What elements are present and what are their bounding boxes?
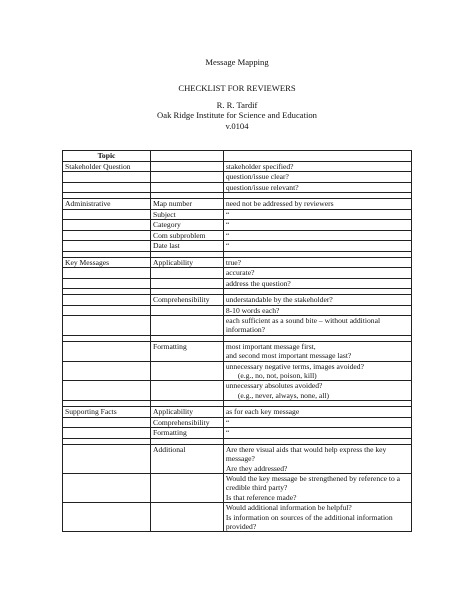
subtopic-cell [151, 417, 224, 428]
cell-text: need not be addressed by reviewers [225, 199, 334, 208]
criteria-cell [223, 199, 411, 210]
cell-text: Are there visual aids that would help express the key message? Are they addressed? [225, 444, 387, 473]
table-row [63, 361, 412, 381]
criteria-cell [223, 241, 411, 252]
table-row [63, 268, 412, 279]
table-row [63, 278, 412, 289]
subtopic-cell [151, 241, 224, 252]
table-row [63, 257, 412, 268]
cell-text: Comprehensibility [153, 417, 210, 427]
table-row [63, 473, 412, 502]
author-name: R. R. Tardif [216, 100, 258, 110]
cell-text: Formatting [153, 341, 187, 351]
subtopic-cell [151, 172, 224, 183]
table-header-row [63, 151, 412, 162]
criteria-cell [223, 305, 411, 316]
table-row [63, 381, 412, 401]
criteria-cell [223, 341, 411, 361]
table-row [63, 199, 412, 210]
subtopic-cell [151, 341, 224, 361]
subtopic-cell [151, 361, 224, 381]
cell-text: question/issue relevant? [225, 182, 299, 192]
topic-cell [63, 473, 151, 502]
cell-text: understandable by the stakeholder? [225, 295, 333, 304]
subtopic-cell [151, 182, 224, 193]
criteria-cell [223, 428, 411, 439]
table-row [63, 428, 412, 439]
header-cell-empty [151, 151, 224, 162]
checklist-body [63, 161, 412, 532]
table-row [63, 295, 412, 306]
cell-text: most important message first, and second most important message last? [225, 341, 352, 361]
table-row [63, 161, 412, 172]
topic-cell [63, 295, 151, 306]
table-row [63, 417, 412, 428]
topic-cell [63, 241, 151, 252]
topic-cell [63, 444, 151, 473]
cell-text: 8-10 words each? [225, 305, 280, 315]
topic-cell [63, 407, 151, 418]
subtopic-cell [151, 209, 224, 220]
cell-text: Would additional information be helpful? Is information on sources of the additional information provided? [225, 503, 393, 531]
cell-example-text: (e.g., never, always, none, all) [237, 390, 330, 400]
version-label: v.0104 [225, 121, 249, 131]
table-row [63, 407, 412, 418]
table-row [63, 444, 412, 473]
criteria-cell [223, 268, 411, 279]
subtopic-cell [151, 230, 224, 241]
criteria-cell [223, 209, 411, 220]
topic-cell [63, 428, 151, 439]
table-row [63, 220, 412, 231]
cell-text: true? [225, 257, 242, 267]
topic-cell [63, 316, 151, 336]
topic-cell [63, 230, 151, 241]
criteria-cell [223, 278, 411, 289]
cell-text: Comprehensibility [153, 295, 210, 304]
subtopic-cell [151, 268, 224, 279]
cell-text: “ [225, 220, 230, 229]
topic-cell [63, 172, 151, 183]
criteria-cell [223, 361, 411, 381]
cell-text: Administrative [65, 199, 111, 208]
subtopic-cell [151, 199, 224, 210]
cell-text: “ [225, 428, 230, 438]
cell-text: address the question? [225, 278, 291, 288]
subtopic-cell [151, 381, 224, 401]
subtopic-cell [151, 428, 224, 439]
subtopic-cell [151, 473, 224, 502]
subtopic-cell [151, 503, 224, 532]
topic-cell [63, 220, 151, 231]
topic-cell [63, 341, 151, 361]
subtopic-cell [151, 444, 224, 473]
criteria-cell [223, 182, 411, 193]
criteria-cell [223, 295, 411, 306]
cell-text: Applicability [153, 407, 194, 417]
cell-text: “ [225, 230, 230, 240]
cell-text: each sufficient as a sound bite – without additional information? [225, 316, 381, 335]
subtopic-cell [151, 161, 224, 172]
topic-cell [63, 503, 151, 532]
criteria-cell [223, 407, 411, 418]
institute-name: Oak Ridge Institute for Science and Education [157, 110, 317, 120]
cell-text: accurate? [225, 268, 255, 277]
criteria-cell [223, 161, 411, 172]
criteria-cell [223, 220, 411, 231]
cell-text: Com subproblem [153, 230, 206, 240]
subtopic-cell [151, 278, 224, 289]
topic-cell [63, 268, 151, 279]
cell-text: “ [225, 209, 230, 219]
criteria-cell [223, 316, 411, 336]
cell-text: “ [225, 417, 230, 427]
table-row [63, 241, 412, 252]
topic-cell [63, 381, 151, 401]
topic-cell [63, 417, 151, 428]
cell-text: stakeholder specified? [225, 161, 294, 171]
table-row [63, 305, 412, 316]
criteria-cell [223, 172, 411, 183]
topic-cell [63, 361, 151, 381]
cell-text: unnecessary absolutes avoided? [225, 381, 323, 391]
topic-cell [63, 161, 151, 172]
table-row [63, 316, 412, 336]
cell-text: “ [225, 241, 230, 250]
cell-text: Category [153, 220, 181, 229]
cell-text: Formatting [153, 428, 187, 438]
topic-cell [63, 257, 151, 268]
table-row [63, 182, 412, 193]
topic-cell [63, 278, 151, 289]
criteria-cell [223, 417, 411, 428]
criteria-cell [223, 444, 411, 473]
topic-cell [63, 305, 151, 316]
cell-text: Applicability [153, 257, 194, 267]
topic-cell [63, 199, 151, 210]
cell-text: Stakeholder Question [65, 161, 131, 171]
topic-header: Topic [63, 151, 151, 162]
table-row [63, 341, 412, 361]
table-row [63, 209, 412, 220]
header-cell-empty [223, 151, 411, 162]
table-row [63, 503, 412, 532]
criteria-cell [223, 381, 411, 401]
criteria-cell [223, 473, 411, 502]
subtopic-cell [151, 220, 224, 231]
subtopic-cell [151, 305, 224, 316]
topic-cell [63, 182, 151, 193]
criteria-cell [223, 230, 411, 241]
cell-text: Subject [153, 209, 176, 219]
cell-example-text: (e.g., no, not, poison, kill) [237, 371, 317, 381]
topic-cell [63, 209, 151, 220]
cell-text: Map number [153, 199, 193, 208]
subtopic-cell [151, 316, 224, 336]
criteria-cell [223, 257, 411, 268]
document-title: Message Mapping [205, 57, 269, 67]
subtopic-cell [151, 257, 224, 268]
cell-text: Would the key message be strengthened by reference to a credible third party? Is that reference made? [225, 473, 401, 502]
table-row [63, 230, 412, 241]
subtopic-cell [151, 295, 224, 306]
cell-text: Date last [153, 241, 180, 250]
checklist-table [62, 150, 412, 532]
table-row [63, 172, 412, 183]
cell-text: Supporting Facts [65, 407, 117, 417]
cell-text: question/issue clear? [225, 172, 289, 181]
document-subtitle: CHECKLIST FOR REVIEWERS [178, 83, 296, 93]
cell-text: Key Messages [65, 257, 110, 267]
cell-text: as for each key message [225, 407, 300, 417]
subtopic-cell [151, 407, 224, 418]
cell-text: Additional [153, 444, 186, 454]
cell-text: unnecessary negative terms, images avoided? [225, 361, 364, 371]
criteria-cell [223, 503, 411, 532]
